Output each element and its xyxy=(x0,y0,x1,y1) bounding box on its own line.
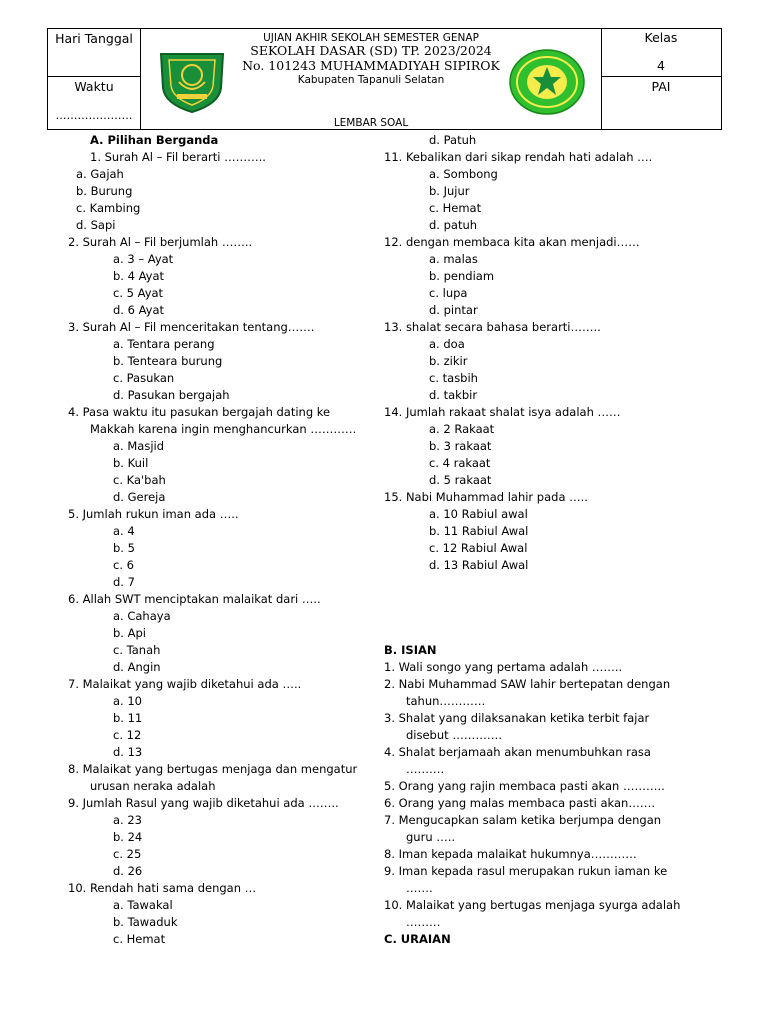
option-12a: a. malas xyxy=(429,252,478,266)
option-6d: d. Angin xyxy=(113,660,161,674)
option-3a: a. Tentara perang xyxy=(113,337,215,351)
fill-question-3-cont: disebut …………. xyxy=(406,728,502,742)
question-15: 15. Nabi Muhammad lahir pada ….. xyxy=(384,490,588,504)
option-7a: a. 10 xyxy=(113,694,142,708)
option-3d: d. Pasukan bergajah xyxy=(113,388,230,402)
option-4c: c. Ka'bah xyxy=(113,473,166,487)
option-6c: c. Tanah xyxy=(113,643,161,657)
fill-question-7-cont: guru ….. xyxy=(406,830,456,844)
question-8-cont: urusan neraka adalah xyxy=(90,779,216,793)
question-2: 2. Surah Al – Fil berjumlah …….. xyxy=(68,235,253,249)
sheet-title: LEMBAR SOAL xyxy=(333,117,409,129)
option-5b: b. 5 xyxy=(113,541,135,555)
option-11c: c. Hemat xyxy=(429,201,482,215)
subject: PAI xyxy=(651,79,671,94)
option-5a: a. 4 xyxy=(113,524,135,538)
section-a-heading: A. Pilihan Berganda xyxy=(90,133,219,147)
school-name: SEKOLAH DASAR (SD) TP. 2023/2024 xyxy=(250,43,492,58)
option-6a: a. Cahaya xyxy=(113,609,171,623)
school-number: No. 101243 MUHAMMADIYAH SIPIROK xyxy=(242,58,500,73)
fill-question-9: 9. Iman kepada rasul merupakan rukun iaman ke xyxy=(384,864,668,878)
option-9c: c. 25 xyxy=(113,847,142,861)
question-4-cont: Makkah karena ingin menghancurkan ………… xyxy=(90,422,357,436)
question-6: 6. Allah SWT menciptakan malaikat dari ….. xyxy=(68,592,321,606)
question-11: 11. Kebalikan dari sikap rendah hati adalah …. xyxy=(384,150,653,164)
option-10a: a. Tawakal xyxy=(113,898,173,912)
fill-question-10-cont: ……… xyxy=(406,915,441,929)
option-4d: d. Gereja xyxy=(113,490,166,504)
option-10d: d. Patuh xyxy=(429,133,477,147)
class-value: 4 xyxy=(657,58,665,73)
option-13d: d. takbir xyxy=(429,388,478,402)
option-5d: d. 7 xyxy=(113,575,135,589)
option-3b: b. Tenteara burung xyxy=(113,354,223,368)
option-14a: a. 2 Rakaat xyxy=(429,422,495,436)
option-9a: a. 23 xyxy=(113,813,142,827)
question-5: 5. Jumlah rukun iman ada ….. xyxy=(68,507,239,521)
option-5c: c. 6 xyxy=(113,558,134,572)
question-14: 14. Jumlah rakaat shalat isya adalah …… xyxy=(384,405,621,419)
option-14c: c. 4 rakaat xyxy=(429,456,491,470)
option-12d: d. pintar xyxy=(429,303,478,317)
option-10b: b. Tawaduk xyxy=(113,915,178,929)
option-14d: d. 5 rakaat xyxy=(429,473,492,487)
fill-question-2-cont: tahun………… xyxy=(406,694,486,708)
exam-name: UJIAN AKHIR SEKOLAH SEMESTER GENAP xyxy=(263,32,479,44)
option-15c: c. 12 Rabiul Awal xyxy=(429,541,528,555)
header-row-divider-left xyxy=(48,76,140,77)
fill-question-5: 5. Orang yang rajin membaca pasti akan ……….. xyxy=(384,779,665,793)
option-9b: b. 24 xyxy=(113,830,143,844)
option-15d: d. 13 Rabiul Awal xyxy=(429,558,529,572)
option-9d: d. 26 xyxy=(113,864,143,878)
fill-question-7: 7. Mengucapkan salam ketika berjumpa dengan xyxy=(384,813,662,827)
option-1a: a. Gajah xyxy=(76,167,124,181)
question-7: 7. Malaikat yang wajib diketahui ada ….. xyxy=(68,677,302,691)
fill-question-6: 6. Orang yang malas membaca pasti akan……. xyxy=(384,796,655,810)
option-7b: b. 11 xyxy=(113,711,143,725)
option-11d: d. patuh xyxy=(429,218,478,232)
question-1: 1. Surah Al – Fil berarti ……….. xyxy=(90,150,266,164)
region: Kabupaten Tapanuli Selatan xyxy=(297,74,445,86)
option-10c: c. Hemat xyxy=(113,932,166,946)
option-2c: c. 5 Ayat xyxy=(113,286,164,300)
fill-question-8: 8. Iman kepada malaikat hukumnya………… xyxy=(384,847,637,861)
option-2a: a. 3 – Ayat xyxy=(113,252,174,266)
option-12b: b. pendiam xyxy=(429,269,495,283)
option-12c: c. lupa xyxy=(429,286,468,300)
option-4b: b. Kuil xyxy=(113,456,149,470)
fill-question-1: 1. Wali songo yang pertama adalah …….. xyxy=(384,660,623,674)
fill-question-4-cont: ………. xyxy=(406,762,445,776)
header-title-block xyxy=(141,29,601,129)
question-13: 13. shalat secara bahasa berarti…….. xyxy=(384,320,601,334)
option-13c: c. tasbih xyxy=(429,371,478,385)
fill-question-3: 3. Shalat yang dilaksanakan ketika terbit fajar xyxy=(384,711,650,725)
muhammadiyah-school-logo-icon xyxy=(509,49,585,115)
question-10: 10. Rendah hati sama dengan … xyxy=(68,881,257,895)
time-value: ………………… xyxy=(55,109,133,122)
option-2b: b. 4 Ayat xyxy=(113,269,165,283)
option-1b: b. Burung xyxy=(76,184,133,198)
option-7c: c. 12 xyxy=(113,728,142,742)
option-13a: a. doa xyxy=(429,337,465,351)
fill-question-4: 4. Shalat berjamaah akan menumbuhkan rasa xyxy=(384,745,651,759)
option-6b: b. Api xyxy=(113,626,146,640)
option-11a: a. Sombong xyxy=(429,167,498,181)
option-13b: b. zikir xyxy=(429,354,468,368)
question-3: 3. Surah Al – Fil menceritakan tentang……. xyxy=(68,320,315,334)
option-1c: c. Kambing xyxy=(76,201,141,215)
option-2d: d. 6 Ayat xyxy=(113,303,165,317)
day-date-label: Hari Tanggal xyxy=(55,31,133,46)
option-1d: d. Sapi xyxy=(76,218,116,232)
option-15b: b. 11 Rabiul Awal xyxy=(429,524,529,538)
question-8: 8. Malaikat yang bertugas menjaga dan mengatur xyxy=(68,762,358,776)
question-4: 4. Pasa waktu itu pasukan bergajah dating ke xyxy=(68,405,331,419)
time-label: Waktu xyxy=(74,79,114,94)
question-9: 9. Jumlah Rasul yang wajib diketahui ada …….. xyxy=(68,796,339,810)
exam-header xyxy=(47,28,722,130)
fill-question-2: 2. Nabi Muhammad SAW lahir bertepatan dengan xyxy=(384,677,671,691)
option-14b: b. 3 rakaat xyxy=(429,439,492,453)
section-c-heading: C. URAIAN xyxy=(384,932,451,946)
option-11b: b. Jujur xyxy=(429,184,470,198)
option-3c: c. Pasukan xyxy=(113,371,175,385)
class-label: Kelas xyxy=(644,30,678,45)
fill-question-10: 10. Malaikat yang bertugas menjaga syurga adalah xyxy=(384,898,681,912)
fill-question-9-cont: ……. xyxy=(406,881,433,895)
header-row-divider-right xyxy=(601,76,721,77)
option-7d: d. 13 xyxy=(113,745,143,759)
section-b-heading: B. ISIAN xyxy=(384,643,437,657)
ministry-logo-icon xyxy=(157,48,227,114)
option-15a: a. 10 Rabiul awal xyxy=(429,507,528,521)
option-4a: a. Masjid xyxy=(113,439,165,453)
question-12: 12. dengan membaca kita akan menjadi…… xyxy=(384,235,640,249)
